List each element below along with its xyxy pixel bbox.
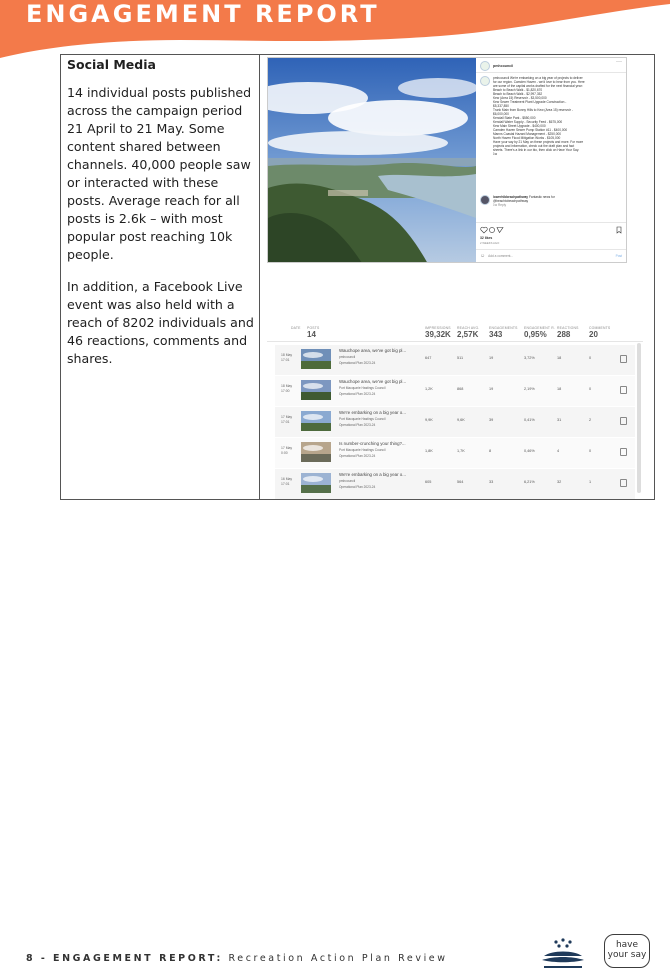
header-reactions: REACTIONS bbox=[557, 326, 579, 330]
post-account: pmhcouncil bbox=[339, 479, 356, 483]
row-engagements: 39 bbox=[489, 418, 494, 422]
footer-separator: - bbox=[40, 953, 48, 964]
ig-separator-3 bbox=[476, 249, 627, 250]
row-engagements: 19 bbox=[489, 356, 494, 360]
post-statistics-screenshot bbox=[267, 315, 643, 501]
hys-line1: have bbox=[615, 940, 639, 950]
likes-count: 32 likes bbox=[480, 236, 493, 240]
row-reach: 564 bbox=[457, 480, 464, 484]
copy-icon[interactable] bbox=[620, 417, 627, 425]
post-thumbnail bbox=[301, 380, 331, 400]
row-reactions: 18 bbox=[557, 387, 562, 391]
copy-icon[interactable] bbox=[620, 355, 627, 363]
comment-icon bbox=[489, 227, 494, 232]
post-button: Post bbox=[615, 254, 622, 258]
post-thumbnail bbox=[301, 442, 331, 462]
caption-line: Kendall State Park - $550,000 bbox=[493, 116, 536, 120]
share-icon bbox=[497, 228, 503, 233]
table-row[interactable] bbox=[275, 438, 635, 468]
emoji-icon: ☺ bbox=[480, 253, 486, 259]
add-comment-bar bbox=[480, 254, 622, 258]
post-account: pmhcouncil bbox=[339, 355, 356, 359]
row-date: 18 May 17:01 bbox=[281, 353, 293, 362]
caption-line: Beach to Beach Walk - $1,820,670 bbox=[493, 88, 543, 92]
caption-line: Kew Sewer Treatment Plant Upgrade Construction - bbox=[493, 100, 567, 104]
header-posts: POSTS bbox=[307, 326, 320, 330]
row-engagement-rate: 6,21% bbox=[524, 480, 535, 484]
row-engagement-rate: 0,41% bbox=[524, 418, 535, 422]
ig-separator bbox=[476, 72, 627, 73]
total-reach: 2,57K bbox=[457, 330, 479, 339]
caption-line: Kew (Area 15) Reservoir - $3,500,000 bbox=[493, 96, 547, 100]
column-divider bbox=[259, 55, 260, 499]
row-date: 18 May 17:00 bbox=[281, 384, 293, 393]
post-title: We're embarking on a big year o... bbox=[339, 472, 406, 477]
caption-line: $5,337,850 bbox=[493, 104, 509, 108]
caption-line: North Haven Flood Mitigation Works - $105,000 bbox=[493, 136, 561, 140]
caption-line: projects and information, check out the draft plan and fact bbox=[493, 144, 575, 148]
summary-paragraph: 14 individual posts published across the campaign period 21 April to 21 May. Some content shared between channels. 40,000 people saw or interacted with these posts. Average reach for all posts is 2.6k – with most popular post reaching 10k people. bbox=[67, 85, 252, 262]
row-reactions: 4 bbox=[557, 449, 560, 453]
ig-action-icons bbox=[480, 226, 622, 234]
post-tag: Operational Plan 2023-24 bbox=[339, 454, 376, 458]
row-impressions: 605 bbox=[425, 480, 432, 484]
comment-user: lowerhibbeachpathway bbox=[493, 195, 529, 199]
row-comments: 0 bbox=[589, 356, 592, 360]
caption-line: Have your say by 21 May on these projects and more. For more bbox=[493, 140, 584, 144]
comment-text-2: @beachtobeachpathway bbox=[493, 199, 529, 203]
section-heading: Social Media bbox=[67, 57, 156, 72]
total-comments: 20 bbox=[589, 330, 598, 339]
copy-icon[interactable] bbox=[620, 479, 627, 487]
row-date: 16 May 17:01 bbox=[281, 477, 293, 486]
footer-report: ENGAGEMENT REPORT: bbox=[53, 953, 223, 964]
post-thumbnail bbox=[301, 473, 331, 493]
caption-avatar-icon bbox=[480, 76, 490, 86]
row-engagement-rate: 0,46% bbox=[524, 449, 535, 453]
hys-line2: your say bbox=[607, 950, 647, 960]
page-title: ENGAGEMENT REPORT bbox=[26, 0, 380, 28]
header-engagements: ENGAGEMENTS bbox=[489, 326, 518, 330]
header-engagement-rate: ENGAGEMENT R. bbox=[524, 326, 555, 330]
caption-line: pmhcouncil We're embarking on a big year of projects to deliver bbox=[493, 76, 583, 80]
post-title: Wauchope area, we've got big pl... bbox=[339, 348, 407, 353]
row-reach: 868 bbox=[457, 387, 464, 391]
total-engagement-rate: 0,95% bbox=[524, 330, 547, 339]
add-comment-input: Add a comment... bbox=[488, 254, 514, 258]
table-row[interactable] bbox=[275, 407, 635, 437]
post-account: Port Macquarie Hastings Council bbox=[339, 417, 386, 421]
row-engagements: 19 bbox=[489, 387, 494, 391]
caption-line: Kendall Water Supply - Security Feed - $675,000 bbox=[493, 120, 563, 124]
post-tag: Operational Plan 2023-24 bbox=[339, 392, 376, 396]
post-account: Port Macquarie Hastings Council bbox=[339, 448, 386, 452]
row-date: 17 May 0:00 bbox=[281, 446, 293, 455]
bookmark-icon bbox=[617, 227, 621, 233]
header-date: DATE bbox=[291, 326, 301, 330]
instagram-post-screenshot bbox=[267, 57, 627, 263]
more-options-icon: ··· bbox=[616, 59, 622, 65]
scrollbar bbox=[637, 343, 641, 493]
page-footer bbox=[26, 953, 448, 964]
instagram-panel bbox=[476, 58, 627, 263]
post-title: We're embarking on a big year o... bbox=[339, 410, 406, 415]
footer-subtitle: Recreation Action Plan Review bbox=[228, 953, 448, 964]
row-reach: 511 bbox=[457, 356, 464, 360]
row-date: 17 May 17:01 bbox=[281, 415, 293, 424]
caption-line: $6,000,000 bbox=[493, 112, 509, 116]
heart-icon bbox=[481, 227, 488, 233]
table-row[interactable] bbox=[275, 469, 635, 499]
post-title: Wauchope area, we've got big pl... bbox=[339, 379, 407, 384]
total-engagements: 343 bbox=[489, 330, 503, 339]
row-comments: 2 bbox=[589, 418, 592, 422]
post-tag: Operational Plan 2023-24 bbox=[339, 485, 376, 489]
row-reactions: 18 bbox=[557, 356, 562, 360]
post-date: 2 WEEKS AGO bbox=[480, 241, 500, 245]
caption-line: are some of the capital works drafted for the next financial year: bbox=[493, 84, 583, 88]
header-comments: COMMENTS bbox=[589, 326, 611, 330]
row-impressions: 1,2K bbox=[425, 387, 433, 391]
row-reactions: 31 bbox=[557, 418, 562, 422]
ig-comment bbox=[480, 195, 620, 207]
stats-header bbox=[267, 315, 643, 342]
have-your-say-logo bbox=[604, 934, 650, 968]
row-reactions: 32 bbox=[557, 480, 562, 484]
comment-meta: 1w Reply bbox=[493, 203, 507, 207]
caption-text bbox=[493, 76, 619, 156]
caption-line: sheets. There's a link in our bio, then click on Have Your Say. bbox=[493, 148, 580, 152]
caption-line: Kew Main Street Upgrade - $400,000 bbox=[493, 124, 546, 128]
post-title: Is number-crunching your thing?... bbox=[339, 441, 406, 446]
copy-icon[interactable] bbox=[620, 386, 627, 394]
row-comments: 0 bbox=[589, 387, 592, 391]
ig-account: pmhcouncil bbox=[493, 64, 514, 68]
table-row[interactable] bbox=[275, 376, 635, 406]
facebook-live-paragraph: In addition, a Facebook Live event was also held with a reach of 8202 individuals and 46 reactions, comments and shares. bbox=[67, 279, 254, 366]
ig-caption bbox=[480, 76, 620, 156]
council-logo bbox=[538, 936, 588, 970]
row-engagement-rate: 2,19% bbox=[524, 387, 535, 391]
caption-line: Trunk Main from Bonny Hills to Kew (Area 15) reservoir - bbox=[493, 108, 573, 112]
row-engagement-rate: 3,72% bbox=[524, 356, 535, 360]
row-engagements: 33 bbox=[489, 480, 494, 484]
post-thumbnail bbox=[301, 411, 331, 431]
ig-separator-2 bbox=[476, 222, 627, 223]
post-tag: Operational Plan 2023-24 bbox=[339, 361, 376, 365]
total-impressions: 39,32K bbox=[425, 330, 451, 339]
row-reach: 1,7K bbox=[457, 449, 465, 453]
row-impressions: 9,9K bbox=[425, 418, 433, 422]
row-reach: 9,6K bbox=[457, 418, 465, 422]
row-impressions: 1,8K bbox=[425, 449, 433, 453]
council-avatar-icon bbox=[480, 61, 490, 71]
caption-line: for our region. Camden Haven - we'd love to hear from you. Here bbox=[493, 80, 585, 84]
row-impressions: 647 bbox=[425, 356, 432, 360]
content-table bbox=[60, 54, 655, 500]
row-comments: 1 bbox=[589, 480, 592, 484]
ig-header bbox=[480, 61, 513, 71]
post-account: Port Macquarie Hastings Council bbox=[339, 386, 386, 390]
header-impressions: IMPRESSIONS bbox=[425, 326, 451, 330]
total-reactions: 288 bbox=[557, 330, 571, 339]
row-comments: 0 bbox=[589, 449, 592, 453]
caption-line: Manns Coastal Hazard Management - $250,000 bbox=[493, 132, 562, 136]
copy-icon[interactable] bbox=[620, 448, 627, 456]
comment-text: Fantastic news for bbox=[528, 195, 555, 199]
caption-line: Camden Haven Sewer Pump Station #11 - $400,000 bbox=[493, 128, 568, 132]
caption-line: Beach to Beach Walk - $2,997,352 bbox=[493, 92, 543, 96]
commenter-avatar-icon bbox=[480, 195, 490, 205]
post-thumbnail bbox=[301, 349, 331, 369]
left-column bbox=[67, 57, 255, 382]
row-engagements: 8 bbox=[489, 449, 492, 453]
header-reach: REACH AVG. bbox=[457, 326, 480, 330]
caption-line: 1w bbox=[493, 152, 498, 156]
table-row[interactable] bbox=[275, 345, 635, 375]
page-number: 8 bbox=[26, 953, 36, 964]
post-tag: Operational Plan 2023-24 bbox=[339, 423, 376, 427]
landscape-photo bbox=[268, 58, 476, 263]
total-posts: 14 bbox=[307, 330, 316, 339]
